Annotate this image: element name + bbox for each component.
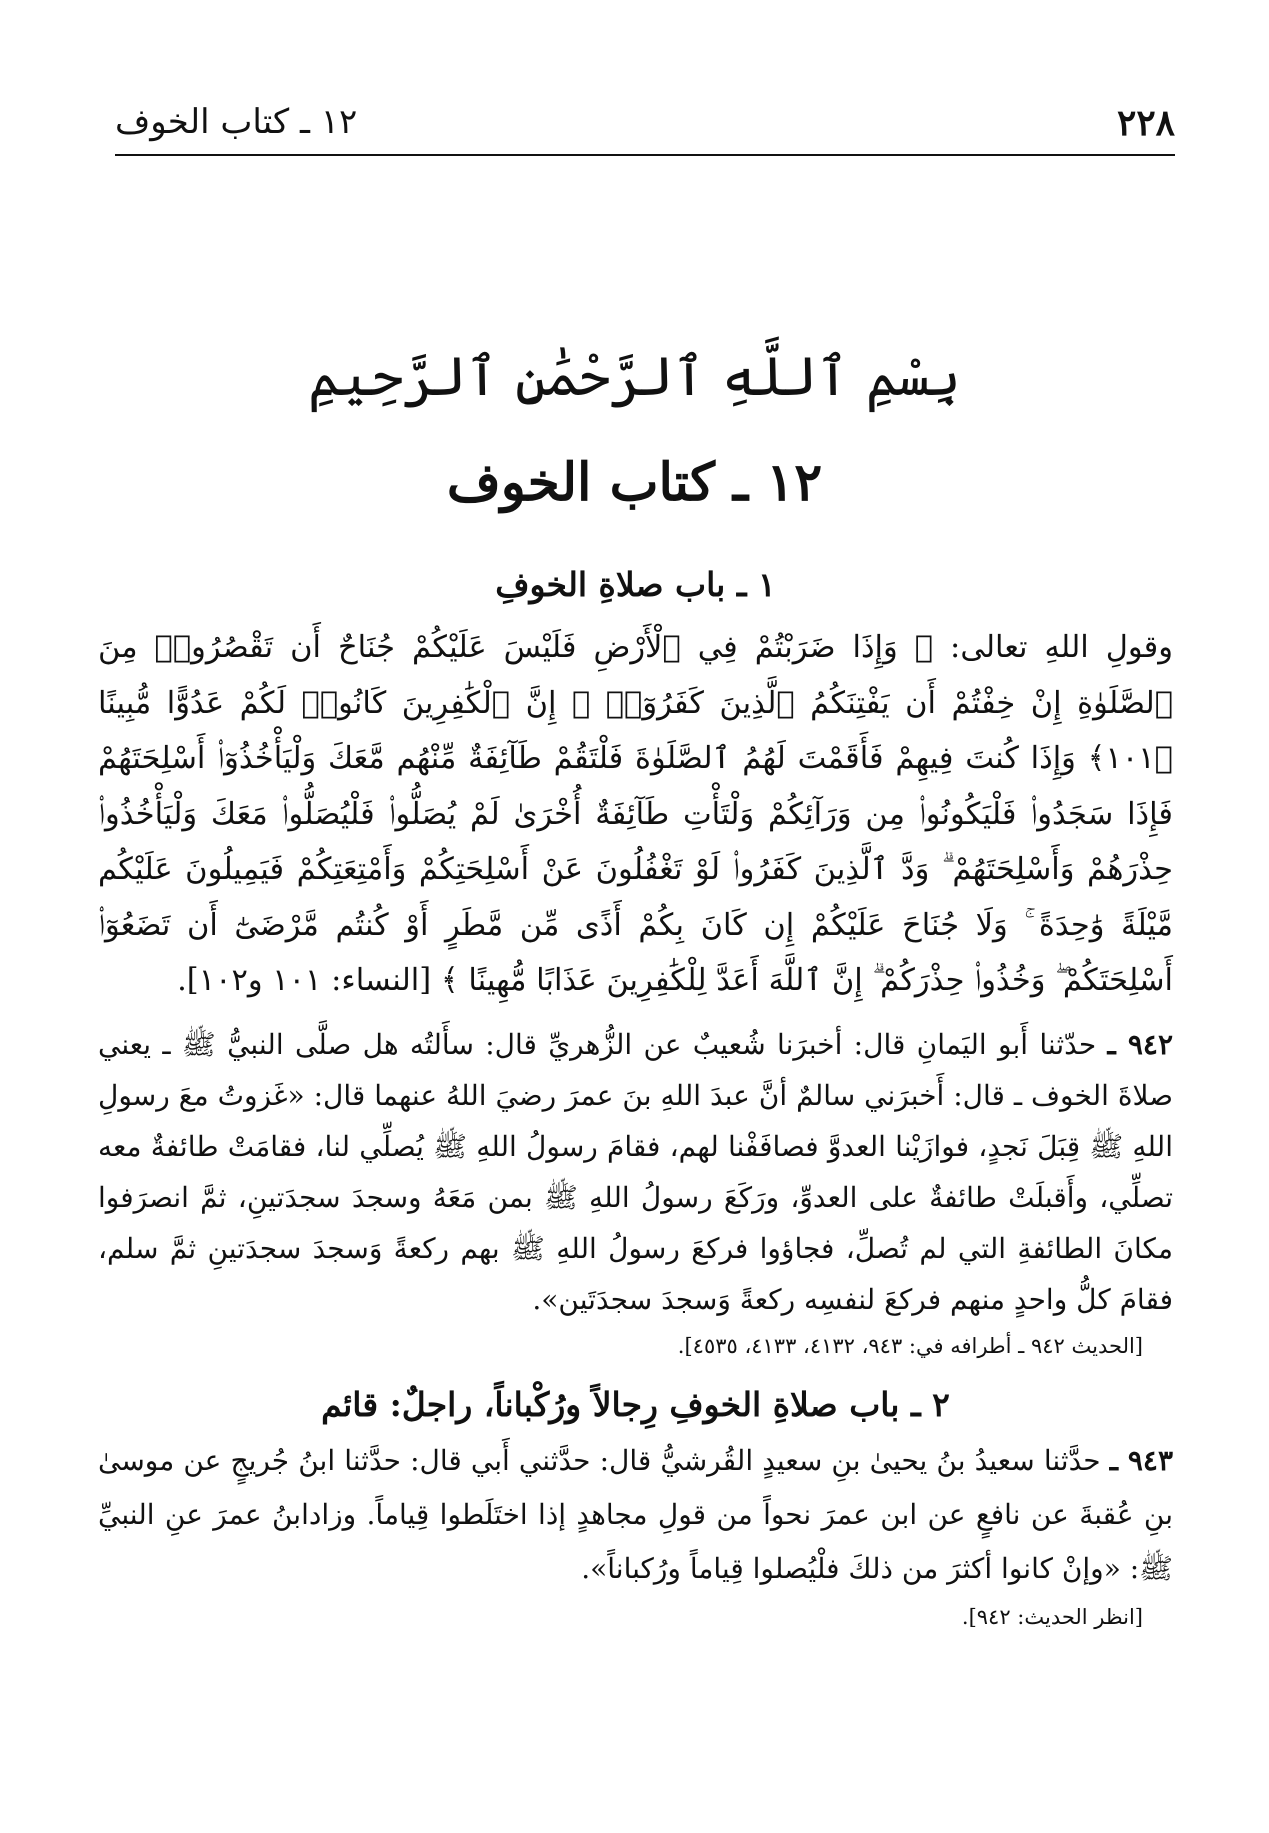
page-body [98,565,1173,1634]
chapter-intro-quran: وقولِ اللهِ تعالى: ﴿ وَإِذَا ضَرَبْتُمْ فِي ٱلْأَرْضِ فَلَيْسَ عَلَيْكُمْ جُنَاحٌ أَن تَقْصُرُوا۟ مِنَ ٱلصَّلَوٰةِ إِنْ خِفْتُمْ أَن يَفْتِنَكُمُ ٱلَّذِينَ كَفَرُوٓا۟ ۚ إِنَّ ٱلْكَٰفِرِينَ كَانُوا۟ لَكُمْ عَدُوًّا مُّبِينًا ﴿١٠١﴾ وَإِذَا كُنتَ فِيهِمْ فَأَقَمْتَ لَهُمُ ٱلصَّلَوٰةَ فَلْتَقُمْ طَآئِفَةٌ مِّنْهُم مَّعَكَ وَلْيَأْخُذُوٓا۟ أَسْلِحَتَهُمْ فَإِذَا سَجَدُوا۟ فَلْيَكُونُوا۟ مِن وَرَآئِكُمْ وَلْتَأْتِ طَآئِفَةٌ أُخْرَىٰ لَمْ يُصَلُّوا۟ فَلْيُصَلُّوا۟ مَعَكَ وَلْيَأْخُذُوا۟ حِذْرَهُمْ وَأَسْلِحَتَهُمْ ۗ وَدَّ ٱلَّذِينَ كَفَرُوا۟ لَوْ تَغْفُلُونَ عَنْ أَسْلِحَتِكُمْ وَأَمْتِعَتِكُمْ فَيَمِيلُونَ عَلَيْكُم مَّيْلَةً وَٰحِدَةً ۚ وَلَا جُنَاحَ عَلَيْكُمْ إِن كَانَ بِكُمْ أَذًى مِّن مَّطَرٍ أَوْ كُنتُم مَّرْضَىٰٓ أَن تَضَعُوٓا۟ أَسْلِحَتَكُمْ ۖ وَخُذُوا۟ حِذْرَكُمْ ۗ إِنَّ ٱللَّهَ أَعَدَّ لِلْكَٰفِرِينَ عَذَابًا مُّهِينًا ﴾ [النساء: ١٠١ و١٠٢]. [98,630,1173,998]
book-title: ١٢ ـ كتاب الخوف [446,452,823,513]
basmala: بِسْمِ ٱللَّهِ ٱلرَّحْمَٰنِ ٱلرَّحِيمِ [308,345,961,408]
running-title: ١٢ ـ كتاب الخوف [115,102,358,142]
chapter-heading-1: ١ ـ باب صلاةِ الخوفِ [495,565,776,604]
hadith-number: ٩٤٣ ـ [1109,1443,1173,1477]
hadith-942 [98,1019,1173,1325]
hadith-943 [98,1434,1173,1596]
hadith-text: حدّثنا أَبو اليَمانِ قال: أخبرَنا شُعيبٌ عن الزُّهريِّ قال: سأَلتُه هل صلَّى النبيُّ ﷺ ـ يعني صلاةَ الخوف ـ قال: أَخبرَني سالمٌ أنَّ عبدَ اللهِ بنَ عمرَ رضيَ اللهُ عنهما قال: «غَزوتُ معَ رسولِ اللهِ ﷺ قِبَلَ نَجدٍ، فوازَيْنا العدوَّ فصافَفْنا لهم، فقامَ رسولُ اللهِ ﷺ يُصلِّي لنا، فقامَتْ طائفةٌ معه تصلِّي، وأَقبلَتْ طائفةٌ على العدوِّ، ورَكَعَ رسولُ اللهِ ﷺ بمن مَعَهُ وسجدَ سجدَتينِ، ثمَّ انصرَفوا مكانَ الطائفةِ التي لم تُصلِّ، فجاؤوا فركعَ رسولُ اللهِ ﷺ بهم ركعةً وَسجدَ سجدَتينِ ثمَّ سلم، فقامَ كلُّ واحدٍ منهم فركعَ لنفسِه ركعةً وَسجدَ سجدَتَين». [98,1027,1173,1316]
page-header [115,92,1175,156]
hadith-number: ٩٤٢ ـ [1107,1027,1173,1061]
page-number: ٢٢٨ [1116,102,1175,144]
hadith-reference: [انظر الحديث: ٩٤٢]. [961,1604,1143,1629]
hadith-reference: [الحديث ٩٤٢ ـ أطرافه في: ٩٤٣، ٤١٣٢، ٤١٣٣، ٤٥٣٥]. [677,1333,1143,1358]
header-rule [115,154,1175,156]
hadith-text: حدَّثنا سعيدُ بنُ يحيىٰ بنِ سعيدٍ القُرشيُّ قال: حدَّثني أَبي قال: حدَّثنا ابنُ جُريجٍ عن موسىٰ بنِ عُقبةَ عن نافعٍ عن ابن عمرَ نحواً من قولِ مجاهدٍ إذا اختَلَطوا قِياماً. وزادابنُ عمرَ عنِ النبيِّ ﷺ: «وإنْ كانوا أكثرَ من ذلكَ فلْيُصلوا قِياماً ورُكباناً». [98,1443,1173,1585]
chapter-heading-2: ٢ ـ باب صلاةِ الخوفِ رِجالاً ورُكْباناً، راجلٌ: قائم [321,1384,950,1424]
